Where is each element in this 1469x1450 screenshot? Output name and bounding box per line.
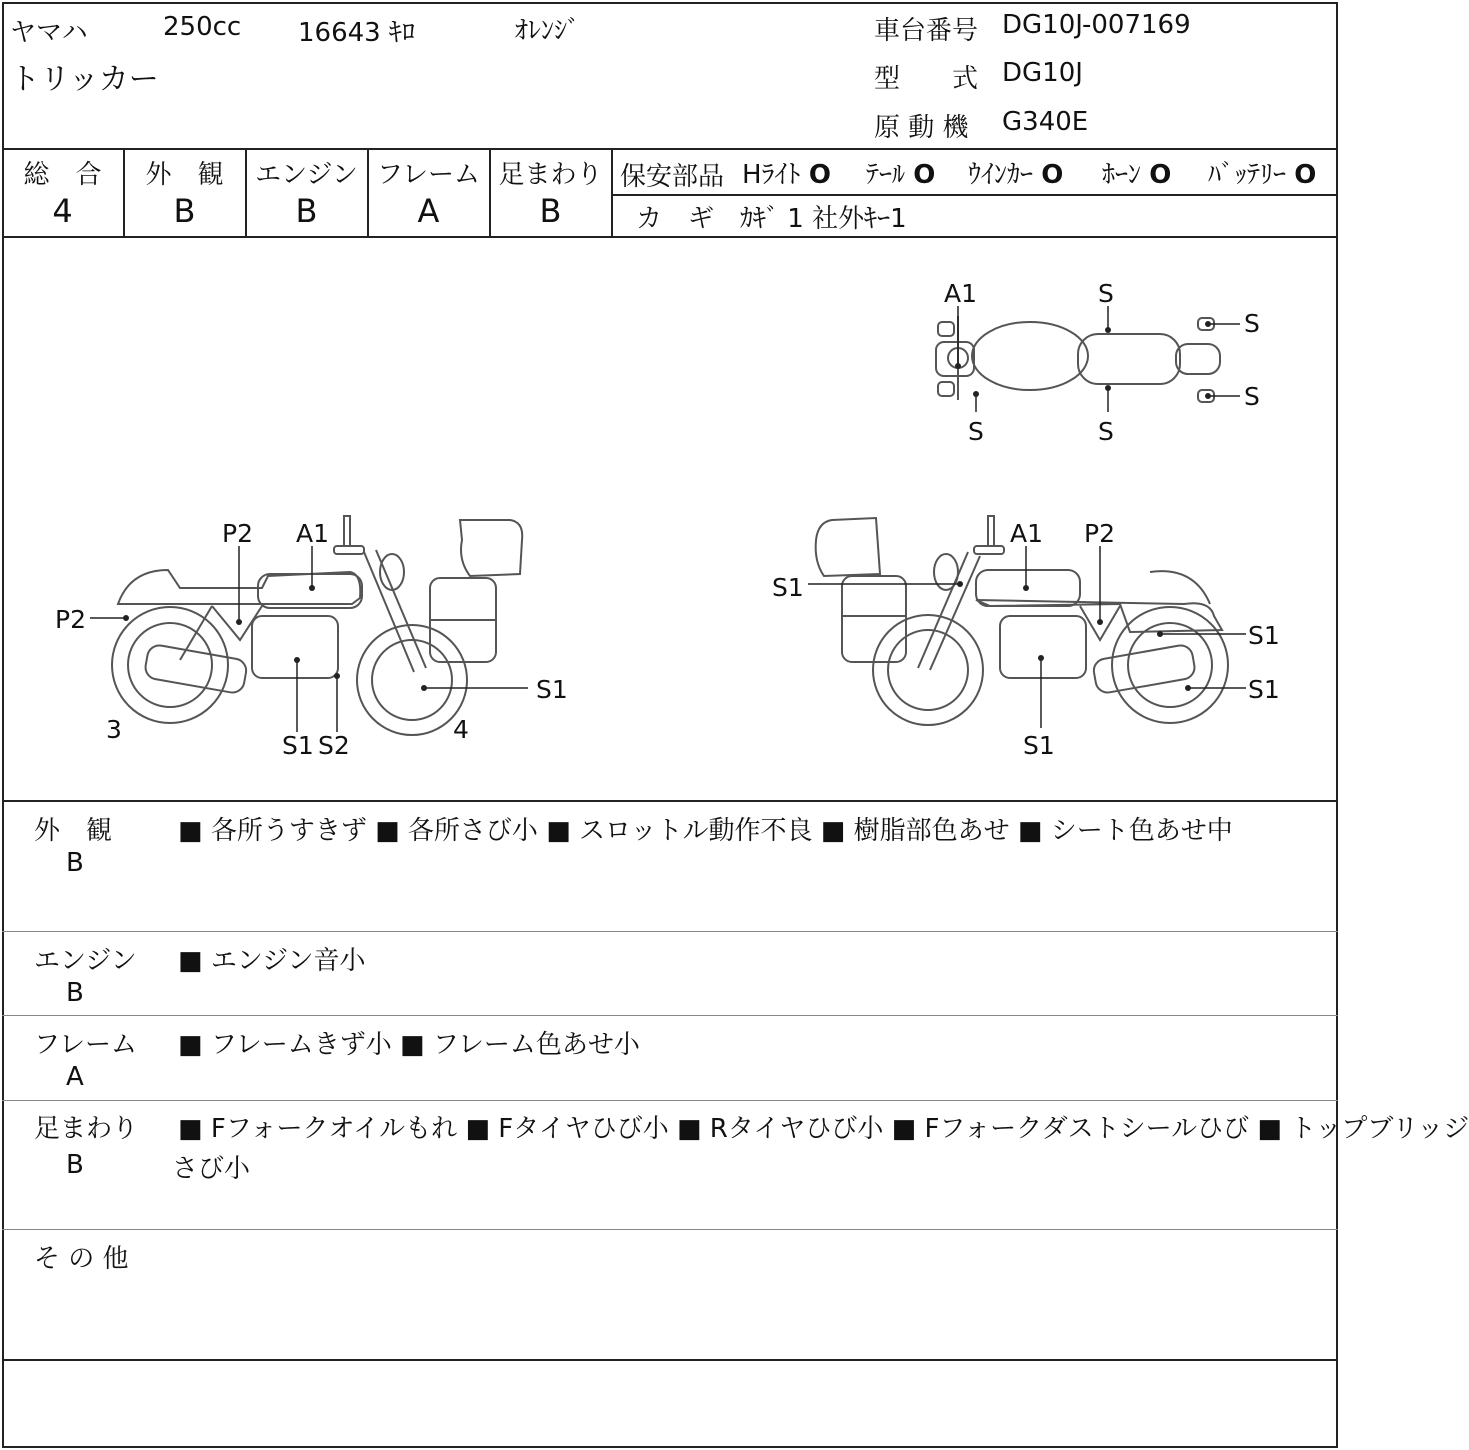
right-s1-rear-lower-label: S1 bbox=[1248, 675, 1280, 704]
right-a1-label: A1 bbox=[1010, 519, 1044, 548]
note-category-suspension: 足まわり bbox=[34, 1114, 139, 1144]
note-text-suspension-cont: さび小 bbox=[172, 1154, 251, 1184]
bottom-divider bbox=[2, 1359, 1338, 1361]
note-divider bbox=[2, 1015, 1338, 1016]
rating-value-overall: 4 bbox=[52, 192, 73, 230]
note-category-other: そ の 他 bbox=[34, 1244, 129, 1274]
frame-no-label: 車台番号 bbox=[874, 16, 979, 46]
rear-wheel-number: 3 bbox=[106, 715, 122, 744]
rating-value-exterior: B bbox=[173, 192, 196, 230]
right-s1-engine-label: S1 bbox=[1023, 731, 1055, 760]
left-s2-label: S2 bbox=[318, 731, 350, 760]
note-divider bbox=[2, 1229, 1338, 1230]
rating-label-engine: エンジン bbox=[255, 160, 358, 190]
top-s-label: S bbox=[1098, 279, 1114, 308]
color-name: ｵﾚﾝｼﾞ bbox=[515, 16, 581, 46]
top-s-label: S bbox=[1244, 309, 1260, 338]
winker-ok-mark: O bbox=[1041, 160, 1064, 190]
right-p2-label: P2 bbox=[1084, 519, 1115, 548]
note-grade-suspension: B bbox=[66, 1150, 84, 1180]
key-value: ｶｷﾞ 1 社外ｷｰ1 bbox=[740, 204, 907, 234]
diagram-divider bbox=[2, 800, 1338, 802]
mileage: 16643 ｷﾛ bbox=[298, 18, 415, 48]
note-text-exterior: ■ 各所うすきず ■ 各所さび小 ■ スロットル動作不良 ■ 樹脂部色あせ ■ シート色あせ中 bbox=[178, 816, 1233, 846]
note-category-frame: フレーム bbox=[34, 1030, 137, 1060]
rating-value-engine: B bbox=[295, 192, 318, 230]
note-grade-engine: B bbox=[66, 978, 84, 1008]
engine-value: G340E bbox=[1002, 107, 1089, 137]
key-label: カ ギ bbox=[636, 204, 715, 234]
left-a1-label: A1 bbox=[296, 519, 330, 548]
safety-taillight: ﾃｰﾙ O bbox=[866, 160, 936, 190]
engine-label: 原 動 機 bbox=[874, 113, 969, 143]
note-divider bbox=[2, 1100, 1338, 1101]
safety-parts-label: 保安部品 bbox=[620, 162, 725, 192]
rating-value-frame: A bbox=[417, 192, 440, 230]
right-s1-front-label: S1 bbox=[772, 573, 804, 602]
model-name: トリッカー bbox=[10, 62, 159, 97]
left-s1-front-label: S1 bbox=[536, 675, 568, 704]
top-view-motorcycle-icon bbox=[936, 316, 1220, 402]
note-divider bbox=[2, 931, 1338, 932]
type-label: 型 式 bbox=[874, 64, 979, 94]
rating-value-suspension: B bbox=[539, 192, 562, 230]
note-category-engine: エンジン bbox=[34, 946, 137, 976]
note-text-engine: ■ エンジン音小 bbox=[178, 946, 366, 976]
rating-label-frame: フレーム bbox=[377, 160, 480, 190]
note-grade-exterior: B bbox=[66, 848, 84, 878]
taillight-ok-mark: O bbox=[913, 160, 936, 190]
battery-ok-mark: O bbox=[1294, 160, 1317, 190]
right-s1-rear-upper-label: S1 bbox=[1248, 621, 1280, 650]
displacement: 250cc bbox=[163, 12, 242, 42]
note-category-exterior: 外 観 bbox=[34, 816, 113, 846]
safety-horn: ﾎｰﾝ O bbox=[1102, 160, 1172, 190]
rating-label-overall: 総 合 bbox=[23, 160, 102, 190]
horn-ok-mark: O bbox=[1149, 160, 1172, 190]
left-p2-seat-label: P2 bbox=[222, 519, 253, 548]
note-text-frame: ■ フレームきず小 ■ フレーム色あせ小 bbox=[178, 1030, 640, 1060]
type-value: DG10J bbox=[1002, 58, 1083, 88]
left-p2-rear-label: P2 bbox=[55, 605, 86, 634]
top-s-label: S bbox=[1098, 417, 1114, 446]
safety-battery: ﾊﾞｯﾃﾘｰ O bbox=[1208, 160, 1317, 190]
left-side-motorcycle-icon bbox=[112, 516, 522, 735]
maker-name: ヤマハ bbox=[10, 18, 88, 48]
rating-label-suspension: 足まわり bbox=[498, 160, 603, 190]
top-a1-label: A1 bbox=[944, 279, 978, 308]
frame-no: DG10J-007169 bbox=[1002, 10, 1191, 40]
note-grade-frame: A bbox=[66, 1062, 84, 1092]
headlight-ok-mark: O bbox=[808, 160, 831, 190]
safety-winker: ｳｲﾝｶｰ O bbox=[968, 160, 1064, 190]
front-wheel-number: 4 bbox=[453, 715, 469, 744]
rating-label-exterior: 外 観 bbox=[145, 160, 224, 190]
note-text-suspension: ■ Fフォークオイルもれ ■ Fタイヤひび小 ■ Rタイヤひび小 ■ Fフォークダストシールひび ■ トップブリッジ bbox=[178, 1114, 1469, 1144]
top-s-label: S bbox=[968, 417, 984, 446]
top-s-label: S bbox=[1244, 382, 1260, 411]
left-s1-engine-label: S1 bbox=[282, 731, 314, 760]
safety-headlight: Hﾗｲﾄ O bbox=[742, 160, 831, 190]
